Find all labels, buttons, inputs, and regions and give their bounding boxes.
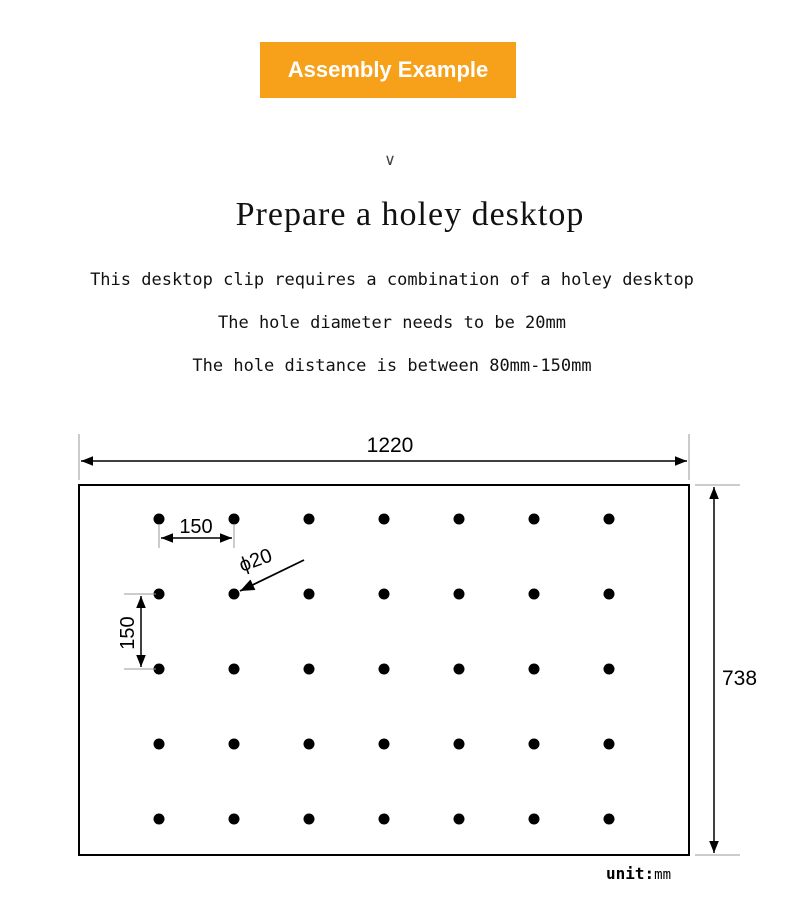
description-line-1: This desktop clip requires a combination of a holey desktop [90, 270, 694, 290]
description-line-3: The hole distance is between 80mm-150mm [192, 356, 592, 376]
hole [529, 664, 540, 675]
hole [379, 514, 390, 525]
page-title: Prepare a holey desktop [235, 196, 585, 233]
hole [454, 814, 465, 825]
hole [529, 739, 540, 750]
desktop-hole-diagram [0, 420, 800, 860]
hole [529, 814, 540, 825]
hole [304, 514, 315, 525]
hole [229, 589, 240, 600]
diameter-label: ϕ20 [236, 544, 276, 577]
hole [529, 589, 540, 600]
hole [604, 739, 615, 750]
hole [229, 514, 240, 525]
assembly-example-banner: Assembly Example [260, 42, 516, 98]
holes-grid [154, 514, 615, 825]
description-line-2: The hole diameter needs to be 20mm [218, 313, 566, 333]
hole [304, 664, 315, 675]
hole [304, 739, 315, 750]
hole [604, 664, 615, 675]
hole [454, 589, 465, 600]
hole [379, 589, 390, 600]
hole [454, 664, 465, 675]
hole [379, 814, 390, 825]
hole [229, 739, 240, 750]
hole [604, 814, 615, 825]
hole [454, 739, 465, 750]
unit-prefix: unit: [606, 864, 655, 883]
height-label: 738 [722, 667, 758, 690]
hole [379, 739, 390, 750]
spacing-v-label: 150 [117, 616, 139, 650]
hole [379, 664, 390, 675]
hole [304, 589, 315, 600]
unit-value: mm [654, 867, 672, 883]
spacing-h-label: 150 [179, 516, 213, 538]
hole [154, 514, 165, 525]
hole [529, 514, 540, 525]
width-label: 1220 [366, 434, 414, 457]
hole [454, 514, 465, 525]
hole [229, 664, 240, 675]
unit-note [606, 864, 671, 883]
hole [154, 739, 165, 750]
hole [604, 514, 615, 525]
hole [154, 814, 165, 825]
hole [604, 589, 615, 600]
chevron-down-icon: ∨ [384, 150, 396, 169]
hole [229, 814, 240, 825]
hole [304, 814, 315, 825]
